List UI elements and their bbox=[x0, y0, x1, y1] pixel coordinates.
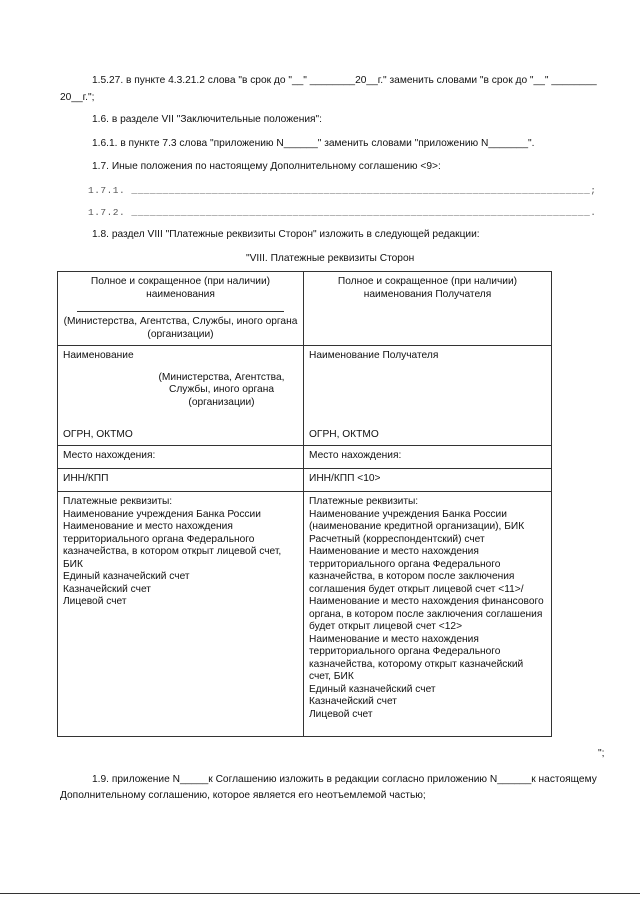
payment-details-table bbox=[57, 271, 552, 737]
paragraph-1-8: 1.8. раздел VIII "Платежные реквизиты Сторон" изложить в следующей редакции: bbox=[92, 229, 480, 240]
paragraph-1-6-1: 1.6.1. в пункте 7.3 слова "приложению N______" заменить словами "приложению N_______". bbox=[92, 138, 535, 149]
left-name-label: Наименование bbox=[63, 350, 134, 361]
paragraph-1-6: 1.6. в разделе VII "Заключительные положения": bbox=[92, 114, 322, 125]
table-row-name bbox=[58, 346, 552, 446]
table-header-row bbox=[58, 272, 552, 346]
left-payment-cell: Платежные реквизиты: Наименование учреждения Банка России Наименование и место нахождения территориального органа Федерального казначейства, в котором открыт лицевой счет, БИК Единый казначейский счет Казначейский счет Лицевой счет bbox=[58, 492, 304, 737]
left-header-cell bbox=[58, 272, 304, 346]
right-ogrn: ОГРН, ОКТМО bbox=[309, 428, 379, 440]
left-inn-cell: ИНН/КПП bbox=[58, 469, 304, 492]
footer-divider bbox=[0, 893, 640, 894]
left-ogrn: ОГРН, ОКТМО bbox=[63, 428, 133, 440]
right-name-label: Наименование Получателя bbox=[309, 350, 439, 361]
left-header: Полное и сокращенное (при наличии) наименования bbox=[90, 276, 271, 300]
paragraph-1-7: 1.7. Иные положения по настоящему Дополнительному соглашению <9>: bbox=[92, 161, 441, 172]
left-header-underline bbox=[77, 301, 284, 312]
right-location-cell: Место нахождения: bbox=[304, 446, 552, 469]
right-payment-cell: Платежные реквизиты: Наименование учреждения Банка России (наименование кредитной организации), БИК Расчетный (корреспондентский) счет Наименование и место нахождения территориального органа Федерального казначейства, в котором после заключения соглашения будет открыт лицевой счет <11>/Наименование и место нахождения финансового органа, в котором после заключения соглашения будет открыт лицевой счет <12> Наименование и место нахождения территориального органа Федерального казначейства, которому открыт казначейский счет, БИК Единый казначейский счет Казначейский счет Лицевой счет bbox=[304, 492, 552, 737]
paragraph-1-7-1: 1.7.1. __________________________________________________________________________; bbox=[88, 185, 597, 196]
right-name-cell bbox=[304, 346, 552, 446]
paragraph-1-5-27: 1.5.27. в пункте 4.3.21.2 слова "в срок до "__" ________20__г." заменить словами "в срок до "__" ________ bbox=[92, 75, 597, 86]
table-row-payment bbox=[58, 492, 552, 737]
closing-quote: "; bbox=[598, 748, 605, 759]
left-header-note: (Министерства, Агентства, Службы, иного органа (организации) bbox=[63, 316, 298, 340]
right-header: Полное и сокращенное (при наличии) наименования Получателя bbox=[337, 276, 518, 300]
table-row-inn bbox=[58, 469, 552, 492]
table-row-location bbox=[58, 446, 552, 469]
paragraph-1-9: 1.9. приложение N_____к Соглашению изложить в редакции согласно приложению N______к настоящему bbox=[92, 774, 597, 785]
paragraph-1-9-cont: Дополнительному соглашению, которое является его неотъемлемой частью; bbox=[60, 790, 426, 801]
left-name-cell bbox=[58, 346, 304, 446]
section-title: "VIII. Платежные реквизиты Сторон bbox=[246, 253, 415, 264]
paragraph-1-7-2: 1.7.2. __________________________________________________________________________. bbox=[88, 207, 597, 218]
left-location-cell: Место нахождения: bbox=[58, 446, 304, 469]
left-name-note: (Министерства, Агентства, Службы, иного органа (организации) bbox=[158, 371, 285, 408]
right-inn-cell: ИНН/КПП <10> bbox=[304, 469, 552, 492]
right-header-cell bbox=[304, 272, 552, 346]
paragraph-1-5-27-cont: 20__г."; bbox=[60, 92, 95, 103]
